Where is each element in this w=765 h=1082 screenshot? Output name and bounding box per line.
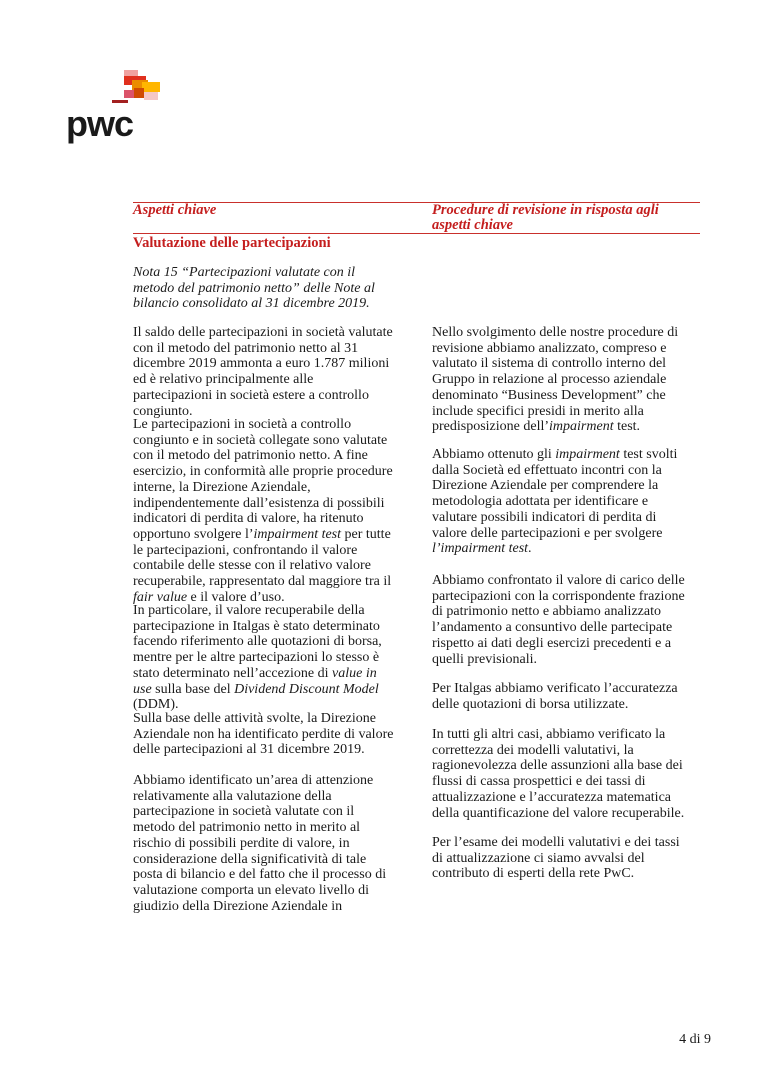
pwc-logo-mark <box>64 68 164 108</box>
right-paragraph-6: Per l’esame dei modelli valutativi e dei tassi di attualizzazione ci siamo avvalsi del contributo di esperti della rete PwC. <box>432 835 680 882</box>
right-paragraph-4: Per Italgas abbiamo verificato l’accuratezza delle quotazioni di borsa utilizzate. <box>432 681 678 712</box>
section-title: Valutazione delle partecipazioni <box>133 235 331 251</box>
right-paragraph-3: Abbiamo confrontato il valore di carico delle partecipazioni con la corrispondente frazione di patrimonio netto e abbiamo analizzato l’andamento a consuntivo delle partecipate rispetto ai dati degli esercizi precedenti e a quelli previsionali. <box>432 573 685 667</box>
header-procedure-revisione: Procedure di revisione in risposta agli aspetti chiave <box>432 202 659 233</box>
left-paragraph-5: Abbiamo identificato un’area di attenzione relativamente alla valutazione della partecipazione in società valutate con il metodo del patrimonio netto in merito al rischio di possibili perdite di valore, in considerazione della significatività di tale posta di bilancio e del fatto che il processo di valutazione comporta un elevato livello di giudizio della Direzione Aziendale in <box>133 773 387 914</box>
page-number: 4 di 9 <box>679 1032 711 1047</box>
note-reference: Nota 15 “Partecipazioni valutate con il metodo del patrimonio netto” delle Note al bilancio consolidato al 31 dicembre 2019. <box>133 265 375 312</box>
left-paragraph-4: Sulla base delle attività svolte, la Direzione Aziendale non ha identificato perdite di valore delle partecipazioni al 31 dicembre 2019. <box>133 711 394 758</box>
right-paragraph-1: Nello svolgimento delle nostre procedure di revisione abbiamo analizzato, compreso e valutato il sistema di controllo interno del Gruppo in relazione al processo aziendale denominato “Business Development” che include specifici presidi in merito alla predisposizione dell’impairment test. <box>432 325 679 435</box>
left-paragraph-3: In particolare, il valore recuperabile della partecipazione in Italgas è stato determinato facendo riferimento alle quotazioni di borsa, mentre per le altre partecipazioni lo stesso è stato determinato nell’accezione di value in use sulla base del Dividend Discount Model (DDM). <box>133 603 382 713</box>
right-paragraph-5: In tutti gli altri casi, abbiamo verificato la correttezza dei modelli valutativi, la ragionevolezza delle assunzioni alla base dei flussi di cassa prospettici e dei tassi di attualizzazione e l’accuratezza matematica della quantificazione del valore recuperabile. <box>432 727 685 821</box>
left-paragraph-1: Il saldo delle partecipazioni in società valutate con il metodo del patrimonio netto al 31 dicembre 2019 ammonta a euro 1.787 milioni ed è relativo principalmente alle partecipazioni in società estere a controllo congiunto. <box>133 325 393 419</box>
pwc-logo <box>64 68 164 148</box>
header-aspetti-chiave: Aspetti chiave <box>133 202 217 218</box>
table-header-rule <box>133 233 700 234</box>
right-paragraph-2: Abbiamo ottenuto gli impairment test svolti dalla Società ed effettuato incontri con la Direzione Aziendale per comprendere la metodologia adottata per identificare e valutare possibili indicatori di perdita di valore delle partecipazioni e per svolgere l’impairment test. <box>432 447 678 557</box>
pwc-wordmark: pwc <box>66 103 134 144</box>
left-paragraph-2: Le partecipazioni in società a controllo congiunto e in società collegate sono valutate con il metodo del patrimonio netto. A fine esercizio, in conformità alle proprie procedure interne, la Direzione Aziendale, indipendentemente dall’esistenza di possibili indicatori di perdita di valore, ha ritenuto opportuno svolgere l’impairment test per tutte le partecipazioni, confrontando il valore contabile delle stesse con il relativo valore recuperabile, rappresentato dal maggiore tra il fair value e il valore d’uso. <box>133 417 393 605</box>
